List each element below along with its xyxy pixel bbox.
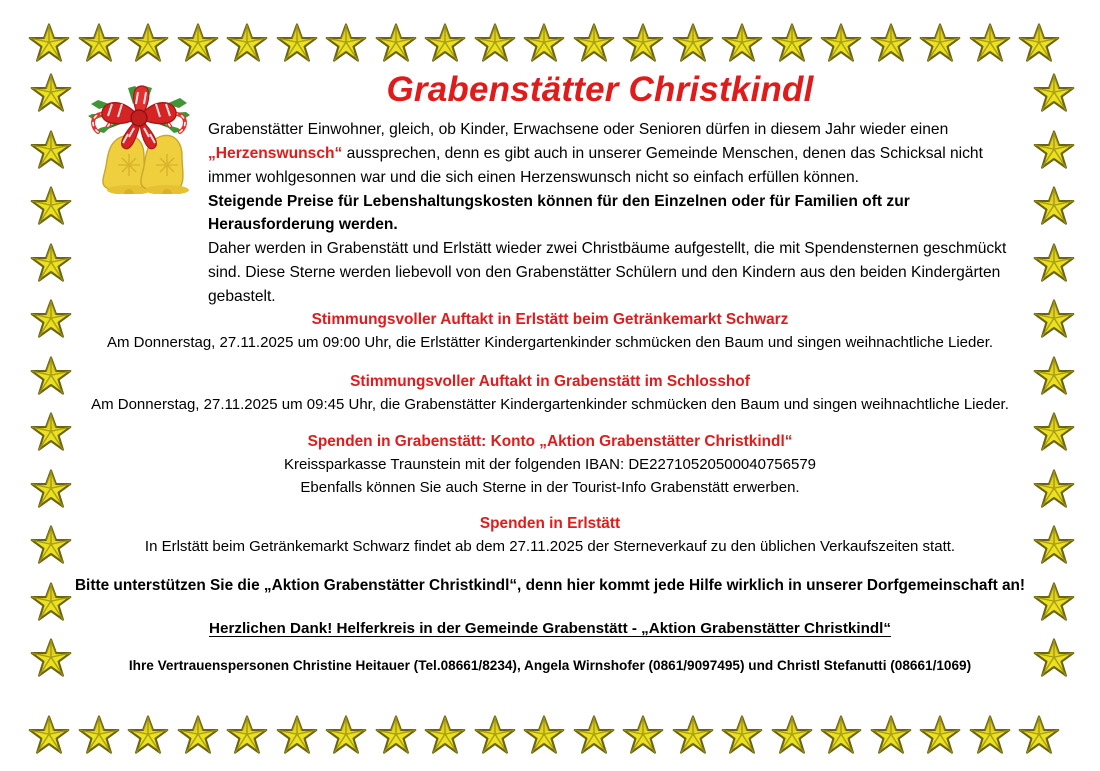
gold-star xyxy=(28,714,70,756)
gold-star xyxy=(127,22,169,64)
gold-star xyxy=(523,714,565,756)
gold-star xyxy=(573,22,615,64)
gold-star xyxy=(1033,298,1075,340)
gold-star xyxy=(1033,185,1075,227)
gold-star xyxy=(969,714,1011,756)
gold-star xyxy=(30,637,72,679)
gold-star xyxy=(424,22,466,64)
thanks-text xyxy=(70,618,1030,641)
gold-star xyxy=(1033,72,1075,114)
gold-star xyxy=(177,714,219,756)
gold-star xyxy=(1033,355,1075,397)
herzenswunsch-highlight: „Herzenswunsch“ xyxy=(208,144,343,162)
section-auftakt-erlstaett xyxy=(70,308,1030,354)
gold-star xyxy=(870,714,912,756)
gold-star xyxy=(30,185,72,227)
contacts-text: Ihre Vertrauenspersonen Christine Heitauer (Tel.08661/8234), Angela Wirnshofer (0861/9097495) und Christl Stefanutti (08661/1069) xyxy=(128,658,972,673)
gold-star xyxy=(1033,581,1075,623)
poster-content xyxy=(70,60,1030,700)
gold-star xyxy=(30,411,72,453)
gold-star xyxy=(622,714,664,756)
gold-star xyxy=(1033,524,1075,566)
intro-bold-paragraph: Steigende Preise für Lebenshaltungskosten können für den Einzelnen oder für Familien oft zur Herausforderung werden. xyxy=(208,192,910,234)
intro-line-2-rest: aussprechen, denn es gibt auch in unserer Gemeinde Menschen, denen das Schicksal nicht immer xyxy=(208,144,983,186)
gold-star xyxy=(78,714,120,756)
gold-star xyxy=(127,714,169,756)
gold-star xyxy=(375,22,417,64)
intro-paragraph-2: Daher werden in Grabenstätt und Erlstätt wieder zwei Christbäume aufgestellt, die mit Spendensternen geschmückt sind. Diese Sterne werden liebevoll von den Grabenstätter Schülern und den Kindern aus den beiden Kindergärten gebastelt. xyxy=(208,240,1007,305)
gold-star xyxy=(226,22,268,64)
iban-line: Kreissparkasse Traunstein mit der folgenden IBAN: DE22710520500040756579 xyxy=(283,456,817,474)
gold-star xyxy=(30,129,72,171)
gold-star xyxy=(672,22,714,64)
gold-star xyxy=(523,22,565,64)
page-title: Grabenstätter Christkindl xyxy=(386,70,814,109)
section-line: Am Donnerstag, 27.11.2025 um 09:45 Uhr, die Grabenstätter Kindergartenkinder schmücken den Baum und singen weihnachtliche Lieder. xyxy=(91,396,1009,414)
gold-star xyxy=(1033,129,1075,171)
gold-star xyxy=(276,22,318,64)
section-heading: Spenden in Grabenstätt: Konto „Aktion Grabenstätter Christkindl“ xyxy=(307,433,793,450)
gold-star xyxy=(1033,411,1075,453)
gold-star xyxy=(28,22,70,64)
gold-star xyxy=(820,714,862,756)
gold-star xyxy=(30,581,72,623)
gold-star xyxy=(30,355,72,397)
gold-star xyxy=(820,22,862,64)
gold-star xyxy=(325,22,367,64)
gold-star xyxy=(1033,468,1075,510)
gold-star xyxy=(30,298,72,340)
section-line: Am Donnerstag, 27.11.2025 um 09:00 Uhr, die Erlstätter Kindergartenkinder schmücken den Baum und singen weihnachtliche Lieder. xyxy=(106,334,994,352)
gold-star xyxy=(30,242,72,284)
gold-star xyxy=(30,468,72,510)
section-auftakt-grabenstaett xyxy=(70,370,1030,416)
section-heading: Stimmungsvoller Auftakt in Erlstätt beim Getränkemarkt Schwarz xyxy=(311,311,789,328)
gold-star xyxy=(721,22,763,64)
intro-line-3: wohlgesonnen war und die sich einen Herzenswunsch nicht so einfach erfüllen können. xyxy=(255,168,859,186)
gold-star xyxy=(424,714,466,756)
gold-star xyxy=(672,714,714,756)
gold-star xyxy=(721,714,763,756)
gold-star xyxy=(573,714,615,756)
section-line: Ebenfalls können Sie auch Sterne in der Tourist-Info Grabenstätt erwerben. xyxy=(300,479,800,497)
intro-line-1: Grabenstätter Einwohner, gleich, ob Kinder, Erwachsene oder Senioren dürfen in diesem Jahr wieder einen xyxy=(208,121,949,138)
gold-star xyxy=(474,22,516,64)
gold-star xyxy=(30,524,72,566)
gold-star xyxy=(870,22,912,64)
appeal-text: Bitte unterstützen Sie die „Aktion Grabenstätter Christkindl“, denn hier kommt jede Hilfe wirklich in unserer Dorfgemeinschaft an! xyxy=(74,577,1026,594)
section-line: In Erlstätt beim Getränkemarkt Schwarz findet ab dem 27.11.2025 der Sterneverkauf zu den üblichen Verkaufszeiten statt. xyxy=(144,538,956,556)
section-spenden-grabenstaett xyxy=(70,430,1030,500)
intro-paragraph-1 xyxy=(208,118,1026,190)
section-heading: Stimmungsvoller Auftakt in Grabenstätt im Schlosshof xyxy=(350,373,750,390)
gold-star xyxy=(1033,242,1075,284)
gold-star xyxy=(177,22,219,64)
gold-star xyxy=(1018,714,1060,756)
gold-star xyxy=(30,72,72,114)
thanks-underlined: Herzlichen Dank! Helferkreis in der Gemeinde Grabenstätt - „Aktion Grabenstätter Christkindl“ xyxy=(209,620,891,637)
christmas-bells-icon xyxy=(78,82,200,194)
gold-star xyxy=(919,22,961,64)
gold-star xyxy=(771,22,813,64)
gold-star xyxy=(226,714,268,756)
gold-star xyxy=(1018,22,1060,64)
section-heading: Spenden in Erlstätt xyxy=(479,515,621,532)
gold-star xyxy=(474,714,516,756)
intro-text xyxy=(208,118,1026,309)
gold-star xyxy=(276,714,318,756)
gold-star xyxy=(969,22,1011,64)
gold-star xyxy=(1033,637,1075,679)
gold-star xyxy=(78,22,120,64)
gold-star xyxy=(622,22,664,64)
gold-star xyxy=(919,714,961,756)
gold-star xyxy=(325,714,367,756)
section-spenden-erlstaett xyxy=(70,512,1030,558)
gold-star xyxy=(771,714,813,756)
gold-star xyxy=(375,714,417,756)
